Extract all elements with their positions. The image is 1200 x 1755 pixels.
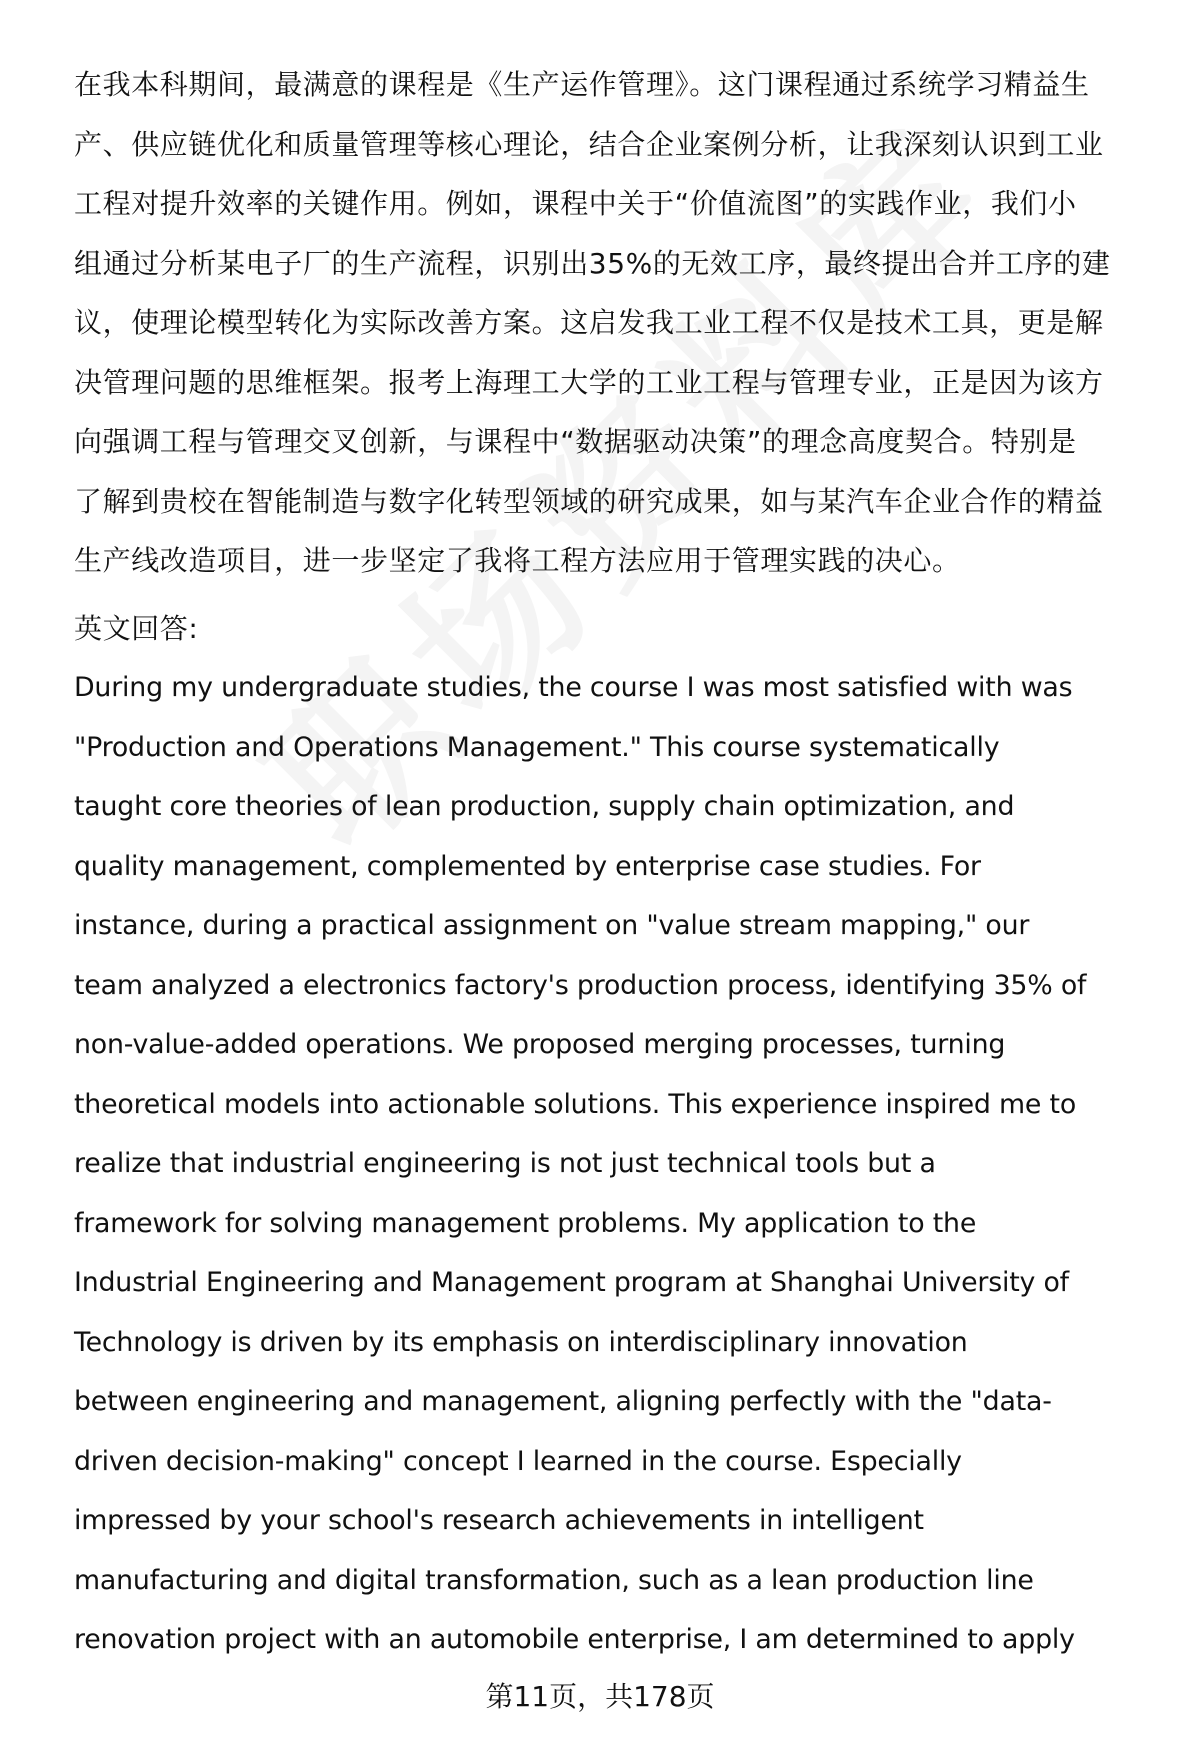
english-answer-heading: 英文回答: — [74, 611, 199, 645]
text-line: 在我本科期间，最满意的课程是《生产运作管理》。这门课程通过系统学习精益生 — [74, 68, 1090, 101]
text-line: "Production and Operations Management." This course systematically — [74, 731, 1000, 763]
text-line: Technology is driven by its emphasis on interdisciplinary innovation — [74, 1326, 968, 1358]
text-line: manufacturing and digital transformation, such as a lean production line — [74, 1564, 1034, 1596]
text-line: impressed by your school's research achievements in intelligent — [74, 1505, 924, 1536]
text-line: 组通过分析某电子厂的生产流程，识别出35%的无效工序，最终提出合并工序的建 — [74, 246, 1111, 280]
page-number-footer: 第11页，共178页 — [485, 1680, 715, 1713]
text-line: non-value-added operations. We proposed merging processes, turning — [74, 1029, 1006, 1060]
page-text-body — [74, 55, 1174, 1670]
text-line: 生产线改造项目，进一步坚定了我将工程方法应用于管理实践的决心。 — [74, 544, 961, 577]
text-line: 产、供应链优化和质量管理等核心理论，结合企业案例分析，让我深刻认识到工业 — [74, 127, 1104, 161]
text-line: 向强调工程与管理交叉创新，与课程中“数据驱动决策”的理念高度契合。特别是 — [74, 425, 1077, 458]
text-line: 决管理问题的思维框架。报考上海理工大学的工业工程与管理专业，正是因为该方 — [74, 365, 1104, 399]
text-line: During my undergraduate studies, the course I was most satisfied with was — [74, 672, 1073, 703]
text-line: between engineering and management, aligning perfectly with the "data- — [74, 1386, 1052, 1417]
text-line: 工程对提升效率的关键作用。例如，课程中关于“价值流图”的实践作业，我们小 — [74, 187, 1077, 220]
text-line: realize that industrial engineering is not just technical tools but a — [74, 1148, 936, 1179]
text-line: instance, during a practical assignment on "value stream mapping," our — [74, 910, 1030, 941]
text-line: 议，使理论模型转化为实际改善方案。这启发我工业工程不仅是技术工具，更是解 — [74, 306, 1104, 339]
text-line: team analyzed a electronics factory's production process, identifying 35% of — [74, 969, 1087, 1001]
text-line: taught core theories of lean production, supply chain optimization, and — [74, 791, 1015, 822]
text-line: framework for solving management problems. My application to the — [74, 1207, 977, 1239]
paragraph-gap — [74, 591, 1174, 599]
text-line: 了解到贵校在智能制造与数字化转型领域的研究成果，如与某汽车企业合作的精益 — [74, 484, 1104, 518]
text-line: theoretical models into actionable solutions. This experience inspired me to — [74, 1088, 1077, 1120]
text-line: Industrial Engineering and Management program at Shanghai University of — [74, 1267, 1069, 1298]
text-line: renovation project with an automobile enterprise, I am determined to apply — [74, 1624, 1075, 1655]
english-paragraph — [74, 658, 1174, 1670]
text-line: driven decision-making" concept I learned in the course. Especially — [74, 1445, 962, 1477]
text-line: quality management, complemented by enterprise case studies. For — [74, 850, 981, 882]
chinese-paragraph — [74, 55, 1174, 591]
